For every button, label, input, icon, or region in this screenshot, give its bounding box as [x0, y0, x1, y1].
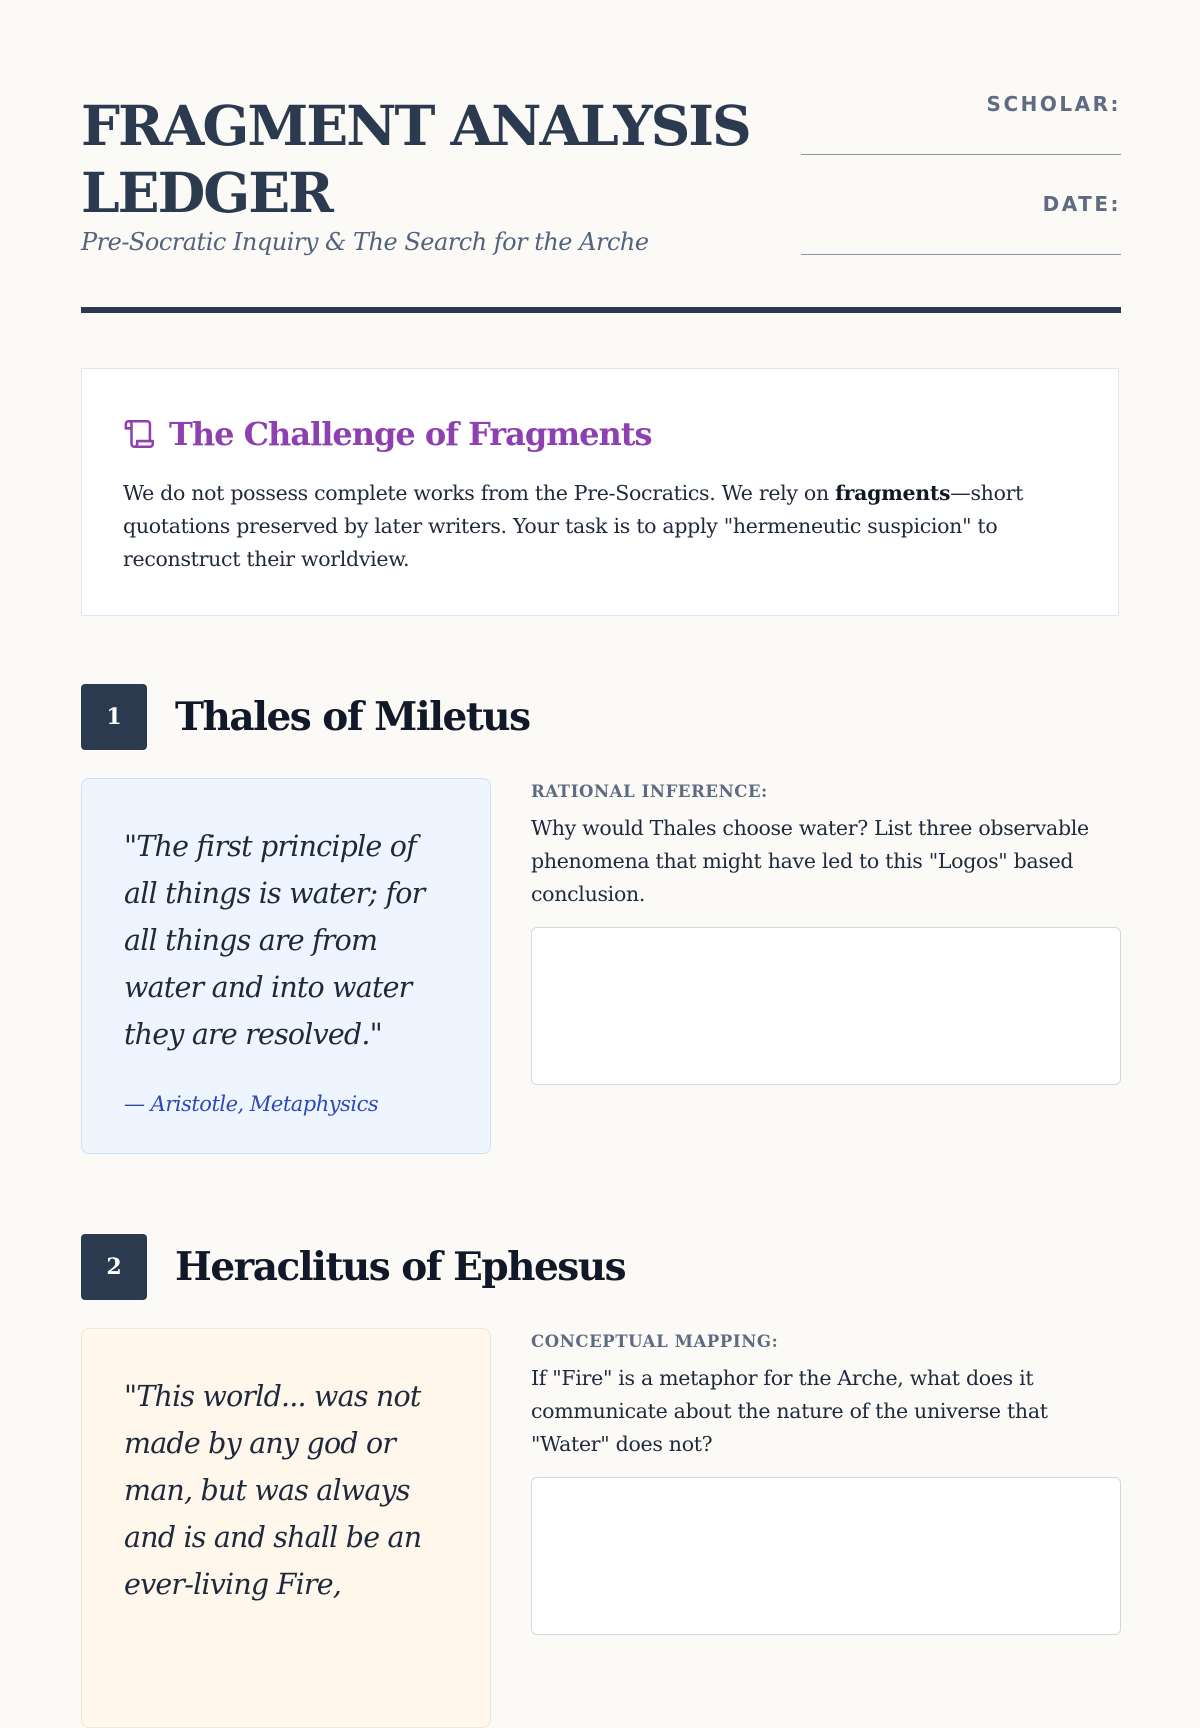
intro-box: [81, 368, 1119, 616]
task-label: CONCEPTUAL MAPPING:: [531, 1332, 779, 1351]
task-prompt: If "Fire" is a metaphor for the Arche, what does it communicate about the nature of the universe that "Water" does not?: [531, 1366, 1048, 1456]
scholar-label: SCHOLAR:: [986, 92, 1121, 116]
task-panel: [531, 1330, 1121, 1635]
section-title: Thales of Miletus: [175, 694, 530, 740]
section-number-badge: 2: [81, 1234, 147, 1300]
answer-input[interactable]: [531, 1477, 1121, 1635]
intro-body-end: —short quotations preserved by later writers. Your task is to apply "hermeneutic suspicion" to reconstruct their worldview.: [123, 481, 1024, 571]
fragment-quote: "The first principle of all things is water; for all things are from water and into water they are resolved.": [124, 830, 425, 1051]
intro-heading-text: The Challenge of Fragments: [169, 415, 652, 453]
intro-body: [123, 477, 1053, 576]
answer-input[interactable]: [531, 927, 1121, 1085]
header-divider: [81, 307, 1121, 313]
task-prompt: Why would Thales choose water? List three observable phenomena that might have led to this "Logos" based conclusion.: [531, 816, 1089, 906]
section-number-badge: 1: [81, 684, 147, 750]
quote-card: [81, 1328, 491, 1728]
date-label: DATE:: [1042, 192, 1121, 216]
intro-body-emphasis: fragments: [835, 481, 951, 505]
task-label: RATIONAL INFERENCE:: [531, 782, 768, 801]
ledger-header: [81, 92, 1121, 312]
fragment-quote: "This world... was not made by any god or man, but was always and is and shall be an ever-living Fire,: [124, 1380, 422, 1601]
date-field[interactable]: [801, 192, 1121, 255]
page-title: FRAGMENT ANALYSIS LEDGER: [81, 93, 750, 225]
intro-heading: [123, 415, 652, 453]
quote-source: — Aristotle, Metaphysics: [124, 1092, 379, 1116]
quote-card: [81, 778, 491, 1154]
page-subtitle: Pre-Socratic Inquiry & The Search for the Arche: [81, 228, 649, 256]
intro-body-start: We do not possess complete works from the Pre-Socratics. We rely on: [123, 481, 836, 505]
scroll-icon: [123, 417, 157, 451]
scholar-field[interactable]: [801, 92, 1121, 155]
section-title: Heraclitus of Ephesus: [175, 1244, 626, 1290]
task-panel: [531, 780, 1121, 1085]
